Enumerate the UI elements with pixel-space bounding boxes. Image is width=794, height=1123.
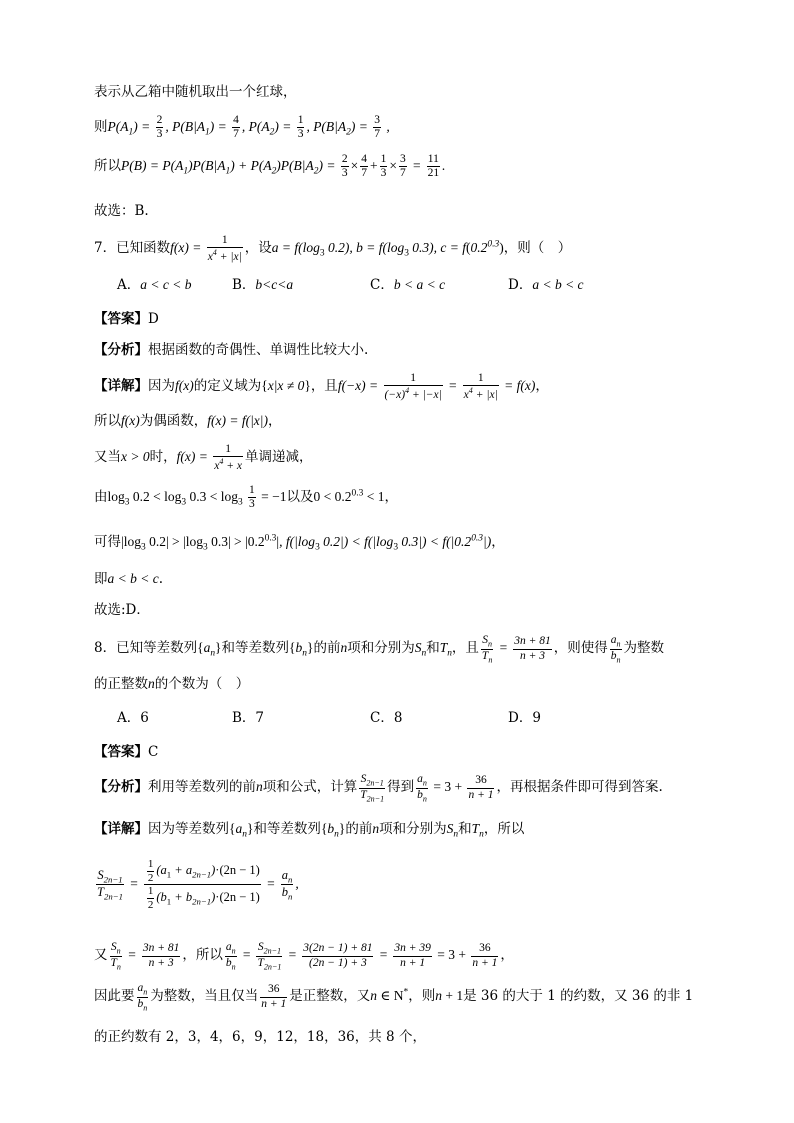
option-d: D．a < b < c [508,277,584,293]
option-c: C．b < a < c [370,277,446,293]
integer-condition-line: 因此要 $\frac{a_n}{b_n}$ 为整数，当且仅当 $\frac{36}{n + 1}$ 是正整数，又n ∈ N*，则n + 1是 36 的大于 1 的约数，又 36 的非 1 [94,982,694,1012]
question-8-stem-cont: 的正整数n的个数为（ ） [94,676,250,692]
choice-line: 故选:D． [94,602,150,618]
formula: $a = f(\log_3$ 0.2), $b = f(\log_3$ 0.3), $c = f(0.2^{0.3})$ [271,239,504,259]
analysis-line: 【分析】根据函数的奇偶性、单调性比较大小. [94,342,369,358]
conclusion-line: 即a < b < c. [94,571,164,587]
formula: $P(A_1)$ = $\frac{2}{3}$ , $P(B|A_1)$ = $\frac{4}{7}$ , $P(A_2)$ = $\frac{1}{3}$ , $P(B|A_2)$ = $\frac{3}{7}$ , [107,114,390,141]
option-b: B．7 [232,710,265,726]
total-probability: 所以$P(B) = P(A_1)P(B|A_1) + P(A_2)P(B|A_2)$ = $\frac{2}{3}$ × $\frac{4}{7}$ + $\frac{1}{3}$ × $\frac{3}{7}$ = $\frac{11}{21}$ . [94,153,446,180]
answer-line: 【答案】D [94,311,159,327]
choice-line: 故选：B. [94,203,149,219]
option-c: C．8 [370,710,403,726]
detail-line: 【详解】因为等差数列$\{a_n\}$和等差数列$\{b_n\}$的前n项和分别为$S_n$和$T_n$，所以 [94,821,525,840]
question-8-stem: 8．已知等差数列$\{a_n\}$和等差数列$\{b_n\}$的前n项和分别为$S_n$和$T_n$，且 $\frac{S_n}{T_n}$ = $\frac{3n + 81}{n + 3}$ ，则使得 $\frac{a_n}{b_n}$ 为整数 [94,634,665,664]
monotonic-line: 又当x > 0时，f(x) = $\frac{1}{x^4 + x}$ 单调递减， [94,443,313,473]
probability-values: 则$P(A_1)$ = $\frac{2}{3}$ , $P(B|A_1)$ = $\frac{4}{7}$ , $P(A_2)$ = $\frac{1}{3}$ , $P(B|A_2)$ = $\frac{3}{7}$ , [94,114,390,141]
formula: f(x) = $\frac{1}{x^4 + |x|}$ [170,234,242,264]
analysis-line: 【分析】利用等差数列的前n项和公式，计算 $\frac{S_{2n-1}}{T_{2n-1}}$ 得到 $\frac{a_n}{b_n}$ = 3 + $\frac{36}{n + 1}$ ，再根据条件即可得到答案. [94,773,663,803]
option-b: B．b<c<a [232,277,294,293]
deduce-line: 可得$|\log_3$ $0.2| > |\log_3$ $0.3| > |0.2^{0.3}|$, $f(|\log_3$ $0.2|) < f(|\log_3$ $0.3|) < f(|0.2^{0.3}|)$， [94,533,505,553]
formula: f(−x) = $\frac{1}{(-x)^4 + |-x|}$ = $\frac{1}{x^4 + |x|}$ = f(x) [337,372,536,402]
final-line: 的正约数有 2，3，4，6，9，12，18，36，共 8 个， [94,1029,426,1045]
detail-line: 【详解】因为f(x)的定义域为{x|x ≠ 0}，且f(−x) = $\frac{1}{(-x)^4 + |-x|}$ = $\frac{1}{x^4 + |x|}$ = f(x)， [94,372,549,402]
even-function-line: 所以f(x)为偶函数，f(x) = f(|x|)， [94,413,282,429]
text-line: 表示从乙箱中随机取出一个红球， [94,84,297,100]
formula: $P(B) = P(A_1)P(B|A_1) + P(A_2)P(B|A_2)$ = $\frac{2}{3}$ × $\frac{4}{7}$ + $\frac{1}{3}$ × $\frac{3}{7}$ = $\frac{11}{21}$ . [121,153,446,180]
compare-line: 由$\log_3 0.2 < \log_3 0.3 < \log_3$ $\frac{1}{3}$ = −1以及$0 < 0.2^{0.3} < 1$， [94,484,398,511]
answer-line: 【答案】C [94,744,159,760]
sum-ratio-formula: $\frac{S_{2n-1}}{T_{2n-1}}$ = $\frac{1}{2}$ $(a_1 + a_{2n-1})\cdot(2n - 1)$ $\frac{1}{2}$ $(b_1 + b_{2n-1})\cdot(2n - 1)$ = $\frac{a_n}{b_n}$ , [97,858,299,911]
question-7-stem: 7．已知函数f(x) = $\frac{1}{x^4 + |x|}$ ，设$a = f(\log_3$ 0.2), $b = f(\log_3$ 0.3), $c = f(0.2^{0.3})$，则（ ） [94,234,572,264]
option-a: A．6 [117,710,149,726]
ratio-line: 又 $\frac{S_n}{T_n}$ = $\frac{3n + 81}{n + 3}$ ，所以 $\frac{a_n}{b_n}$ = $\frac{S_{2n-1}}{T_{2n-1}}$ = $\frac{3(2n - 1) + 81}{(2n - 1) + 3}$ = $\frac{3n + 39}{n + 1}$ = 3 + $\frac{36}{n + 1}$ ， [94,941,514,971]
option-d: D．9 [508,710,541,726]
option-a: A．a < c < b [117,277,192,293]
